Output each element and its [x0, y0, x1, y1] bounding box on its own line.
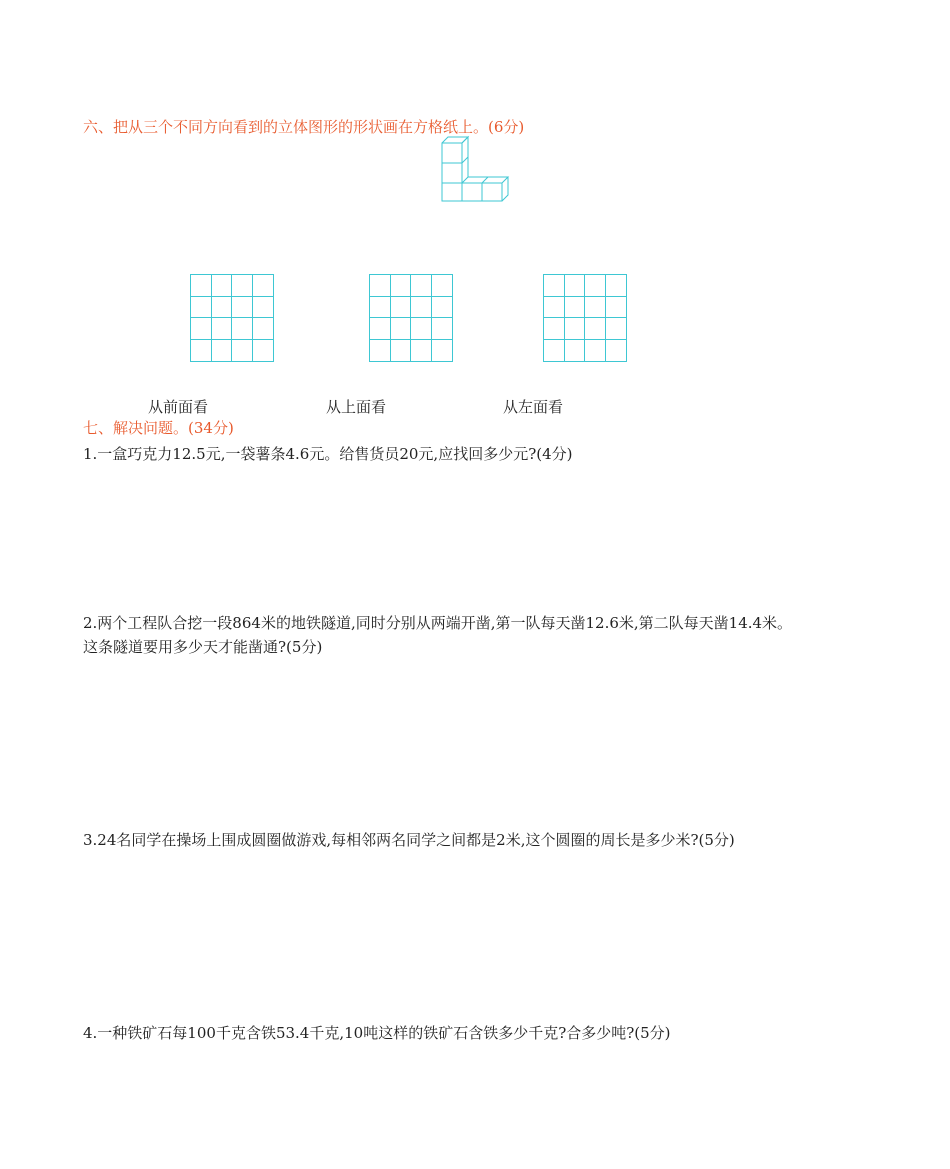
label-front-view: 从前面看 — [148, 398, 209, 416]
question-3: 3.24名同学在操场上围成圆圈做游戏,每相邻两名同学之间都是2米,这个圆圈的周长是多少米?(5分) — [83, 831, 735, 849]
label-top-view: 从上面看 — [326, 398, 387, 416]
grid-left-view[interactable] — [543, 274, 627, 362]
question-2-line-1: 2.两个工程队合挖一段864米的地铁隧道,同时分别从两端开凿,第一队每天凿12.6米,第二队每天凿14.4米。 — [83, 614, 793, 632]
question-2-line-2: 这条隧道要用多少天才能凿通?(5分) — [83, 638, 323, 656]
cube-solid-figure — [438, 135, 512, 205]
section-6-title: 六、把从三个不同方向看到的立体图形的形状画在方格纸上。(6分) — [83, 118, 525, 136]
question-4: 4.一种铁矿石每100千克含铁53.4千克,10吨这样的铁矿石含铁多少千克?合多少吨?(5分) — [83, 1024, 671, 1042]
grid-top-view[interactable] — [369, 274, 453, 362]
label-left-view: 从左面看 — [503, 398, 564, 416]
question-1: 1.一盒巧克力12.5元,一袋薯条4.6元。给售货员20元,应找回多少元?(4分) — [83, 445, 573, 463]
grid-front-view[interactable] — [190, 274, 274, 362]
section-7-title: 七、解决问题。(34分) — [83, 419, 234, 437]
